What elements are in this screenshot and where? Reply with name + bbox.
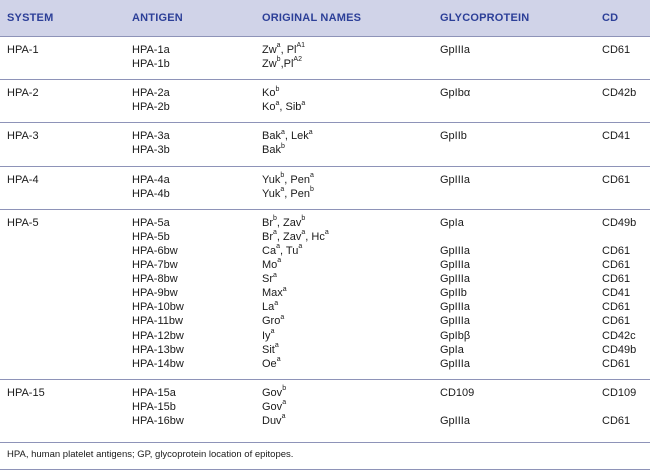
antigen-cell: HPA-3a <box>132 130 170 143</box>
cd-cell: CD61 <box>602 315 631 328</box>
name-base: , Zav <box>276 230 302 243</box>
glycoprotein-cell: GpIIb <box>440 287 467 300</box>
name-superscript: a <box>281 413 286 421</box>
antigen-cell: HPA-6bw <box>132 244 178 257</box>
cd-cell: CD61 <box>602 273 631 286</box>
system-cell: HPA-5 <box>7 216 39 229</box>
name-superscript: a <box>301 99 306 107</box>
name-base: Yuk <box>262 187 281 200</box>
original-names-cell <box>262 231 329 244</box>
name-base: , Pl <box>280 44 297 56</box>
antigen-cell: HPA-1a <box>132 44 170 56</box>
cd-cell: CD61 <box>602 301 631 314</box>
name-base: Gov <box>262 386 283 399</box>
antigen-cell: HPA-4b <box>132 187 170 200</box>
name-base: , Zav <box>276 216 302 229</box>
glycoprotein-cell: GpIIIa <box>440 259 470 272</box>
row-group <box>0 210 650 380</box>
name-base: , Pen <box>284 187 310 200</box>
glycoprotein-cell: GpIIIa <box>440 415 470 428</box>
name-base: , Lek <box>284 130 309 143</box>
glycoprotein-cell: GpIIIa <box>440 44 470 56</box>
antigen-cell: HPA-5a <box>132 216 170 229</box>
header-cd: CD <box>602 12 619 24</box>
name-superscript: a <box>275 99 280 107</box>
name-superscript: b <box>282 385 287 393</box>
footer-divider <box>0 442 650 443</box>
antigen-cell: HPA-14bw <box>132 357 184 370</box>
table-header <box>0 0 650 37</box>
original-names-cell <box>262 101 305 114</box>
glycoprotein-cell: GpIa <box>440 343 464 356</box>
name-base: Br <box>262 216 273 229</box>
glycoprotein-cell: GpIIIa <box>440 244 470 257</box>
name-superscript: A2 <box>293 56 302 64</box>
name-base: Mo <box>262 259 278 272</box>
cd-cell: CD61 <box>602 259 631 272</box>
name-superscript: a <box>308 128 313 136</box>
antigen-cell: HPA-4a <box>132 173 170 186</box>
name-superscript: a <box>274 342 279 350</box>
name-base: , Pen <box>284 173 310 186</box>
name-base: Gov <box>262 400 283 413</box>
name-base: Max <box>262 287 283 300</box>
cd-cell: CD61 <box>602 357 631 370</box>
name-superscript: a <box>273 271 277 279</box>
row-group <box>0 380 650 436</box>
name-superscript: a <box>270 327 275 335</box>
original-names-cell <box>262 171 314 187</box>
name-superscript: b <box>276 56 281 64</box>
antigen-cell: HPA-16bw <box>132 415 184 428</box>
name-superscript: a <box>282 399 287 407</box>
original-names-cell <box>262 344 279 357</box>
row-group <box>0 80 650 123</box>
original-names-cell <box>262 358 281 371</box>
antigen-cell: HPA-13bw <box>132 343 184 356</box>
original-names-cell <box>262 301 278 314</box>
name-base: Zw <box>262 44 277 56</box>
antigen-cell: HPA-2a <box>132 87 170 100</box>
name-base: La <box>262 301 275 314</box>
name-superscript: b <box>301 215 306 223</box>
name-superscript: a <box>280 186 285 194</box>
glycoprotein-cell: GpIIb <box>440 130 467 143</box>
row-group <box>0 167 650 210</box>
antigen-cell: HPA-5b <box>132 230 170 243</box>
row-group <box>0 37 650 80</box>
name-superscript: a <box>276 356 281 364</box>
original-names-cell <box>262 58 302 71</box>
original-names-cell <box>262 87 279 100</box>
antigen-cell: HPA-11bw <box>132 315 183 328</box>
name-superscript: a <box>276 42 281 50</box>
glycoprotein-cell: GpIa <box>440 216 464 229</box>
header-antigen: ANTIGEN <box>132 12 183 24</box>
antigen-cell: HPA-2b <box>132 101 170 114</box>
header-glycoprotein: GLYCOPROTEIN <box>440 12 530 24</box>
name-superscript: a <box>276 243 280 251</box>
cd-cell: CD61 <box>602 173 631 186</box>
cd-cell: CD49b <box>602 343 637 356</box>
name-base: Ko <box>262 101 276 114</box>
name-base: Gro <box>262 315 281 328</box>
name-superscript: a <box>280 313 285 321</box>
name-superscript: a <box>280 128 285 136</box>
cd-cell: CD61 <box>602 415 631 428</box>
glycoprotein-cell: GpIIIa <box>440 315 470 328</box>
name-base: Duv <box>262 415 282 428</box>
glycoprotein-cell: GpIbα <box>440 87 471 100</box>
antigen-cell: HPA-10bw <box>132 301 184 314</box>
antigen-cell: HPA-1b <box>132 58 170 71</box>
original-names-cell <box>262 245 302 258</box>
name-superscript: a <box>301 229 306 237</box>
name-superscript: a <box>273 229 277 237</box>
name-base: Bak <box>262 130 281 143</box>
name-base: Oe <box>262 357 277 370</box>
glycoprotein-cell: GpIIIa <box>440 173 470 186</box>
system-cell: HPA-4 <box>7 173 39 186</box>
name-base: Ko <box>262 87 276 100</box>
antigen-cell: HPA-7bw <box>132 259 178 272</box>
name-superscript: a <box>309 171 314 179</box>
name-base: Iy <box>262 329 271 342</box>
name-base: Sr <box>262 273 273 286</box>
system-cell: HPA-15 <box>7 386 45 399</box>
name-superscript: A1 <box>296 42 306 50</box>
glycoprotein-cell: CD109 <box>440 386 475 399</box>
cd-cell: CD42c <box>602 329 636 342</box>
name-superscript: b <box>280 171 285 179</box>
name-base: ,Pl <box>280 58 294 71</box>
antigen-cell: HPA-8bw <box>132 273 178 286</box>
original-names-cell <box>262 144 285 157</box>
row-group <box>0 123 650 166</box>
original-names-cell <box>262 217 305 230</box>
cd-cell: CD61 <box>602 44 631 56</box>
glycoprotein-cell: GpIIIa <box>440 357 470 370</box>
header-original-names: ORIGINAL NAMES <box>262 12 362 24</box>
name-superscript: b <box>280 142 285 150</box>
original-names-cell <box>262 273 277 286</box>
cd-cell: CD61 <box>602 244 631 257</box>
name-superscript: a <box>282 285 287 293</box>
name-base: , Sib <box>279 101 302 114</box>
name-superscript: b <box>273 215 277 223</box>
original-names-cell <box>262 387 286 400</box>
name-superscript: a <box>274 299 279 307</box>
name-base: Br <box>262 230 273 243</box>
name-superscript: a <box>324 229 329 237</box>
cd-cell: CD49b <box>602 216 637 229</box>
cd-cell: CD41 <box>602 130 631 143</box>
antigen-cell: HPA-15b <box>132 400 176 413</box>
glycoprotein-cell: GpIbβ <box>440 329 471 342</box>
antigen-cell: HPA-9bw <box>132 287 178 300</box>
original-names-cell <box>262 327 275 343</box>
original-names-cell <box>262 130 313 143</box>
system-cell: HPA-3 <box>7 130 39 143</box>
name-base: Zw <box>262 58 277 71</box>
original-names-cell <box>262 188 314 201</box>
name-base: Sit <box>262 343 275 356</box>
cd-cell: CD42b <box>602 87 637 100</box>
name-superscript: a <box>277 257 282 265</box>
name-superscript: b <box>309 186 314 194</box>
name-base: , Tu <box>279 244 299 257</box>
cd-cell: CD109 <box>602 386 637 399</box>
glycoprotein-cell: GpIIIa <box>440 301 470 314</box>
name-superscript: b <box>275 85 280 93</box>
original-names-cell <box>262 259 281 272</box>
system-cell: HPA-2 <box>7 87 39 100</box>
name-base: Bak <box>262 144 281 157</box>
glycoprotein-cell: GpIIIa <box>440 273 470 286</box>
original-names-cell <box>262 287 287 300</box>
antigen-cell: HPA-15a <box>132 386 176 399</box>
name-base: Yuk <box>262 173 281 186</box>
name-base: Ca <box>262 244 277 257</box>
table-footnote: HPA, human platelet antigens; GP, glycoprotein location of epitopes. <box>7 449 294 460</box>
system-cell: HPA-1 <box>7 44 39 56</box>
name-base: , Hc <box>305 230 325 243</box>
antigen-cell: HPA-3b <box>132 144 170 157</box>
cd-cell: CD41 <box>602 287 631 300</box>
header-system: SYSTEM <box>7 12 54 24</box>
name-superscript: a <box>298 243 303 251</box>
original-names-cell <box>262 415 285 428</box>
antigen-cell: HPA-12bw <box>132 329 184 342</box>
original-names-cell <box>262 315 284 328</box>
